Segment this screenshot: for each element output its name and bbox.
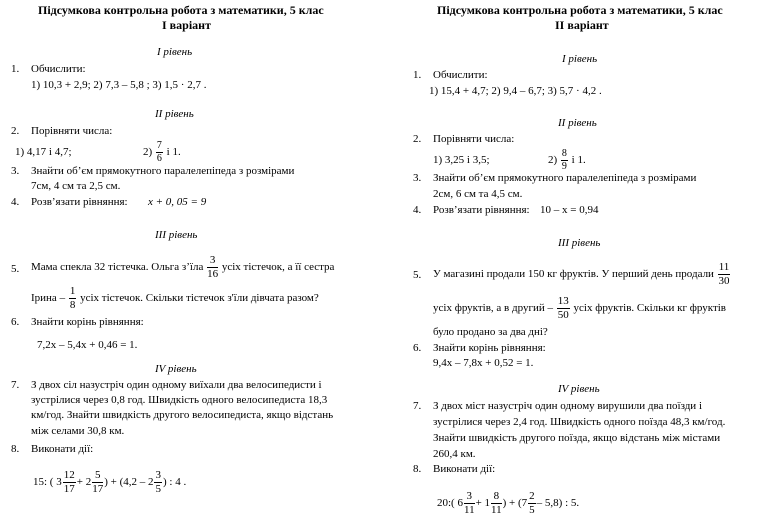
left-q2-part2-post: і 1. <box>166 146 181 158</box>
left-level-1: І рівень <box>157 46 193 58</box>
right-q8-expr <box>437 486 579 520</box>
left-q8-f1-numerator: 12 <box>63 468 75 481</box>
left-q2-frac-numerator: 7 <box>156 139 162 151</box>
left-q2-text: Порівняти числа: <box>31 125 113 137</box>
left-q8-expr <box>33 465 186 499</box>
left-q2-part1: 1) 4,17 і 4,7; <box>15 146 72 158</box>
right-q5-part1: У магазині продали 150 кг фруктів. У перший день продали <box>433 268 714 280</box>
right-q5-frac1-denominator: 30 <box>718 274 730 287</box>
right-q8-fraction-2 <box>491 491 502 516</box>
right-level-4: ІV рівень <box>558 383 600 395</box>
right-q5-part4: було продано за два дні? <box>433 326 548 338</box>
left-q5-frac1-numerator: 3 <box>207 255 218 268</box>
right-q8-f2-numerator: 8 <box>491 491 502 504</box>
right-q5-frac2-denominator: 50 <box>557 308 569 321</box>
right-q8-d: – 5,8) : 5. <box>536 497 580 509</box>
left-variant-label: І варіант <box>162 18 211 32</box>
left-q8-fraction-3 <box>154 470 162 495</box>
left-q8-fraction-2 <box>92 470 103 495</box>
right-variant <box>400 0 781 530</box>
left-q5-label: 5. <box>11 263 20 275</box>
left-q8-b: + 2 <box>76 476 92 488</box>
left-q7-line1: З двох сіл назустріч один одному виїхали два велосипедисти і <box>31 379 322 391</box>
left-q8-d: ) : 4 . <box>162 476 187 488</box>
left-q8-f2-denominator: 17 <box>92 482 104 495</box>
left-q2-fraction <box>156 141 163 164</box>
left-q2-part2-pre: 2) <box>143 146 153 158</box>
left-q5-part2: усіх тістечок, а її сестра <box>221 261 335 273</box>
right-q5-label: 5. <box>413 269 422 281</box>
left-q4-text: Розв’язати рівняння: <box>31 196 128 208</box>
left-q8-fraction-1 <box>63 470 76 495</box>
left-q5-frac2-denominator: 8 <box>69 298 76 311</box>
left-q8-f3-numerator: 3 <box>155 468 161 481</box>
left-q5-frac1-denominator: 16 <box>207 267 219 280</box>
right-q4-eq: 10 – x = 0,94 <box>540 204 599 216</box>
right-q5-part2: усіх фруктів, а в другий – <box>433 302 553 314</box>
right-q2-part2-pre: 2) <box>548 154 558 166</box>
left-q7-line3: км/год. Знайти швидкість другого велосипедиста, якщо відстань <box>31 409 334 421</box>
right-q5-frac1-numerator: 11 <box>718 260 730 273</box>
right-q7-line4: 260,4 км. <box>433 448 476 460</box>
left-q8-f3-denominator: 5 <box>155 482 161 495</box>
left-q5-part1: Мама спекла 32 тістечка. Ольга з’їла <box>31 261 204 273</box>
left-q5-line1 <box>31 250 334 284</box>
left-q8-text: Виконати дії: <box>31 443 94 455</box>
right-variant-label: ІІ варіант <box>555 18 609 32</box>
right-q2-frac-numerator: 8 <box>561 147 567 159</box>
left-q5-fraction-1 <box>207 255 218 280</box>
right-q2-fraction <box>561 149 568 172</box>
left-level-3: ІІІ рівень <box>155 229 198 241</box>
right-q8-text: Виконати дії: <box>433 463 496 475</box>
left-q2-part2 <box>143 137 181 167</box>
right-q8-b: + 1 <box>475 497 491 509</box>
right-q5-fraction-1 <box>718 262 731 287</box>
left-q8-f1-denominator: 17 <box>63 482 75 495</box>
left-level-4: ІV рівень <box>155 363 197 375</box>
right-q5-line1 <box>433 257 731 291</box>
right-q5-fraction-2 <box>557 296 570 321</box>
right-q1-expr: 1) 15,4 + 4,7; 2) 9,4 – 6,7; 3) 5,7 · 4,2 . <box>429 85 602 97</box>
left-q2-label: 2. <box>11 125 20 137</box>
right-q3-line1: Знайти об’єм прямокутного паралелепіпеда з розмірами <box>433 172 697 184</box>
left-q5-part4: усіх тістечок. Скільки тістечок з'їли дівчата разом? <box>80 292 319 304</box>
right-title: Підсумкова контрольна робота з математики, 5 клас <box>437 3 723 17</box>
left-q4-eq: x + 0, 05 = 9 <box>148 196 207 208</box>
right-q2-text: Порівняти числа: <box>433 133 515 145</box>
left-q2-frac-denominator: 6 <box>156 152 162 164</box>
right-q1-text: Обчислити: <box>433 69 488 81</box>
right-q8-fraction-3 <box>528 491 536 516</box>
left-q5-part3: Ірина – <box>31 292 66 304</box>
right-q7-line2: зустрілися через 2,4 год. Швидкість одного поїзда 48,3 км/год. <box>433 416 726 428</box>
left-q8-f2-numerator: 5 <box>92 470 103 483</box>
right-q2-part1: 1) 3,25 і 3,5; <box>433 154 490 166</box>
right-q3-line2: 2см, 6 см та 4,5 см. <box>433 188 523 200</box>
right-q2-label: 2. <box>413 133 422 145</box>
right-q8-f3-numerator: 2 <box>529 489 535 502</box>
left-q8-a: 15: ( 3 <box>33 476 62 488</box>
left-q7-line2: зустрілися через 0,8 год. Швидкість одного велосипедиста 18,3 <box>31 394 328 406</box>
left-q3-line1: Знайти об’єм прямокутного паралелепіпеда з розмірами <box>31 165 295 177</box>
left-q6-eq: 7,2x – 5,4x + 0,46 = 1. <box>37 339 138 351</box>
right-q8-label: 8. <box>413 463 422 475</box>
left-level-2: ІІ рівень <box>155 108 194 120</box>
left-q8-c: ) + (4,2 – 2 <box>104 476 154 488</box>
left-q3-line2: 7см, 4 см та 2,5 см. <box>31 180 121 192</box>
right-q8-f1-denominator: 11 <box>463 503 475 516</box>
left-q6-text: Знайти корінь рівняння: <box>31 316 144 328</box>
right-level-1: І рівень <box>562 53 598 65</box>
left-q5-frac2-numerator: 1 <box>69 284 76 297</box>
left-q4-label: 4. <box>11 196 20 208</box>
right-q5-part3: усіх фруктів. Скільки кг фруктів <box>573 302 726 314</box>
left-q1-text: Обчислити: <box>31 63 86 75</box>
right-q8-f3-denominator: 5 <box>529 503 535 516</box>
right-q8-f2-denominator: 11 <box>491 503 502 516</box>
right-q2-part2-post: і 1. <box>571 154 586 166</box>
right-q8-a: 20:( 6 <box>437 497 463 509</box>
right-q7-line3: Знайти швидкість другого поїзда, якщо відстань між містами <box>433 432 721 444</box>
left-q5-fraction-2 <box>69 286 77 311</box>
right-q4-label: 4. <box>413 204 422 216</box>
right-q8-c: ) + (7 <box>502 497 528 509</box>
right-level-2: ІІ рівень <box>558 117 597 129</box>
left-q6-label: 6. <box>11 316 20 328</box>
right-q6-label: 6. <box>413 342 422 354</box>
left-q8-label: 8. <box>11 443 20 455</box>
left-q3-label: 3. <box>11 165 20 177</box>
left-q1-expr: 1) 10,3 + 2,9; 2) 7,3 – 5,8 ; 3) 1,5 · 2,7 . <box>31 79 207 91</box>
right-q6-eq: 9,4x – 7,8x + 0,52 = 1. <box>433 357 534 369</box>
right-q5-line2 <box>433 291 726 325</box>
left-q7-label: 7. <box>11 379 20 391</box>
right-q4-text: Розв’язати рівняння: <box>433 204 530 216</box>
right-q7-line1: З двох міст назустріч один одному вирушили два поїзди і <box>433 400 703 412</box>
right-q7-label: 7. <box>413 400 422 412</box>
left-title: Підсумкова контрольна робота з математики, 5 клас <box>38 3 324 17</box>
left-q7-line4: між селами 30,8 км. <box>31 425 125 437</box>
left-q1-label: 1. <box>11 63 20 75</box>
right-q1-label: 1. <box>413 69 422 81</box>
right-q6-text: Знайти корінь рівняння: <box>433 342 546 354</box>
left-variant <box>0 0 380 530</box>
right-q8-fraction-1 <box>464 491 475 516</box>
right-q8-f1-numerator: 3 <box>464 491 475 504</box>
right-q3-label: 3. <box>413 172 422 184</box>
right-level-3: ІІІ рівень <box>558 237 601 249</box>
left-q5-line2 <box>31 281 319 315</box>
right-q5-frac2-numerator: 13 <box>557 294 569 307</box>
right-q2-frac-denominator: 9 <box>561 160 567 172</box>
